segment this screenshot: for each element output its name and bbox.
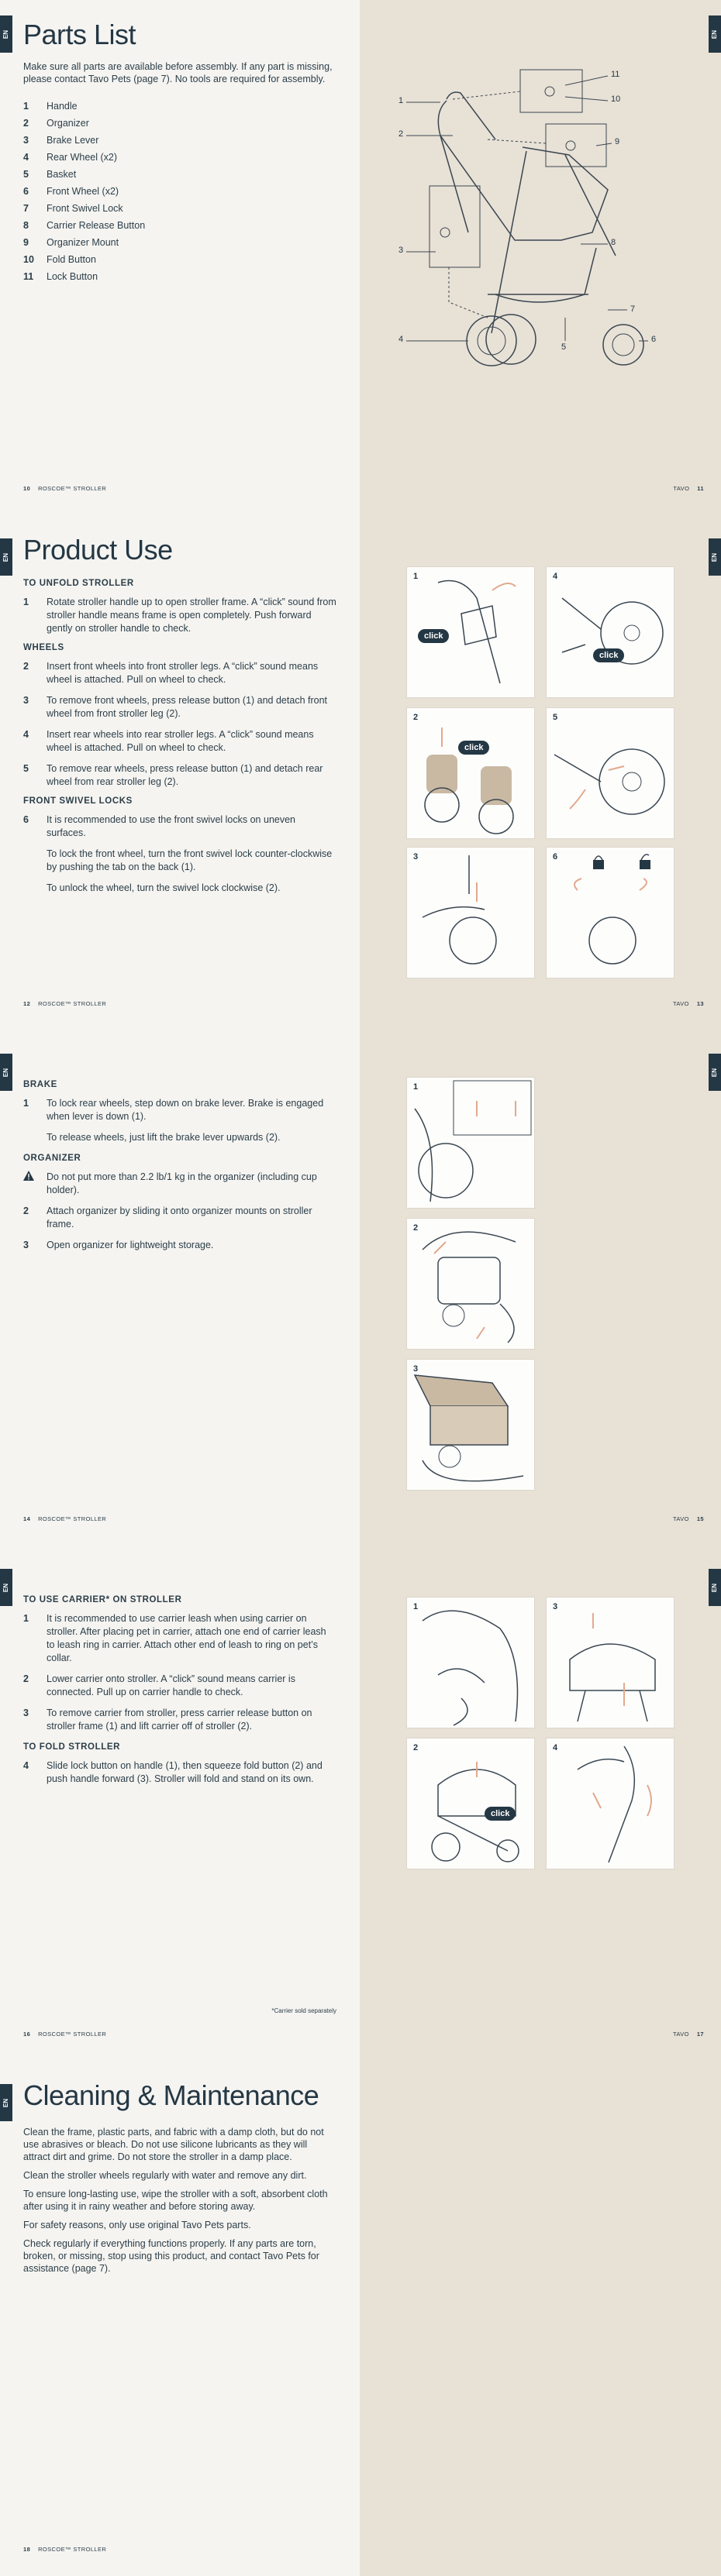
click-badge: click [485, 1807, 516, 1821]
illustration-panel: 3 [406, 1359, 535, 1491]
callout-9: 9 [615, 137, 620, 146]
intro-text: Make sure all parts are available before assembly. If any part is missing, please contact Tavo Pets (page 7). No tools are required for assembly. [23, 61, 333, 84]
callout-2: 2 [398, 129, 404, 139]
language-tab: EN [0, 1569, 12, 1606]
illustration-panel: 1 click [406, 566, 535, 698]
parts-list [23, 98, 336, 285]
page-footer: TAVO 11 [673, 485, 704, 492]
list-item: 8 Carrier Release Button [23, 220, 146, 231]
footnote: *Carrier sold separately [271, 2007, 336, 2014]
page-footer: 14 ROSCOE™ STROLLER [23, 1515, 107, 1522]
step-item: 6 It is recommended to use the front swivel locks on uneven surfaces. [23, 814, 295, 838]
callout-5: 5 [561, 342, 567, 352]
parts-list-spread [0, 0, 721, 515]
cleaning-spread [0, 2061, 721, 2576]
illustration-panel: 2 click [406, 1738, 535, 1869]
step-item: 3 To remove front wheels, press release button (1) and detach front wheel from front stroller leg (2). [23, 695, 327, 719]
step-item: 4 Slide lock button on handle (1), then squeeze fold button (2) and push handle forward (3). Stroller will fold and stand on its own. [23, 1760, 323, 1784]
illustration-panel: 3 [406, 847, 535, 978]
step-detail: To lock the front wheel, turn the front swivel lock counter-clockwise by pushing the tab on the back (1). [47, 848, 333, 872]
language-tab: EN [709, 538, 721, 576]
language-tab: EN [0, 2084, 12, 2121]
step-item: 3 To remove carrier from stroller, press carrier release button on stroller frame (1) and lift carrier off of stroller (2). [23, 1708, 312, 1732]
callout-7: 7 [630, 304, 636, 314]
brake-organizer-page [0, 1030, 360, 1546]
language-tab: EN [0, 1054, 12, 1091]
list-item: 11 Lock Button [23, 271, 98, 282]
section-heading: BRAKE [23, 1080, 57, 1089]
stroller-parts-diagram [360, 0, 721, 515]
callout-3: 3 [398, 246, 404, 255]
page-footer: 16 ROSCOE™ STROLLER [23, 2031, 107, 2038]
section-heading: FRONT SWIVEL LOCKS [23, 796, 133, 806]
paragraph: To ensure long-lasting use, wipe the stroller with a soft, absorbent cloth after using it in rainy weather and before storing away. [23, 2189, 328, 2212]
page-title: Cleaning & Maintenance [23, 2079, 319, 2111]
step-item: 4 Insert rear wheels into rear stroller legs. A “click” sound means wheel is attached. Pull on wheel to check. [23, 729, 314, 753]
step-item: 2 Attach organizer by sliding it onto organizer mounts on stroller frame. [23, 1205, 312, 1230]
page-footer: 10 ROSCOE™ STROLLER [23, 485, 107, 492]
step-item: 2 Lower carrier onto stroller. A “click” sound means carrier is connected. Pull up on carrier handle to check. [23, 1673, 295, 1697]
brake-organizer-illustrations [360, 1030, 721, 1546]
page-footer: TAVO 15 [672, 1515, 704, 1522]
callout-1: 1 [398, 96, 404, 105]
warning-icon [23, 1171, 34, 1181]
section-heading: TO USE CARRIER* ON STROLLER [23, 1595, 182, 1604]
click-badge: click [458, 741, 489, 755]
step-item: 3 Open organizer for lightweight storage. [23, 1240, 214, 1250]
list-item: 7 Front Swivel Lock [23, 203, 123, 214]
list-item: 9 Organizer Mount [23, 237, 119, 248]
list-item: 3 Brake Lever [23, 135, 99, 146]
click-badge: click [418, 629, 449, 643]
page-footer: 12 ROSCOE™ STROLLER [23, 1000, 107, 1007]
illustration-panel: 2 click [406, 707, 535, 839]
warning-item: Do not put more than 2.2 lb/1 kg in the organizer (including cup holder). [23, 1171, 336, 1197]
section-heading: TO UNFOLD STROLLER [23, 579, 134, 588]
illustration-panel: 3 [546, 1597, 674, 1728]
list-item: 1 Handle [23, 101, 78, 112]
callout-11: 11 [611, 70, 620, 79]
page-footer: 18 ROSCOE™ STROLLER [23, 2546, 107, 2553]
callout-4: 4 [398, 335, 404, 344]
step-item: 2 Insert front wheels into front stroller legs. A “click” sound means wheel is attached. Pull on wheel to check. [23, 661, 319, 685]
product-use-illustrations [360, 515, 721, 1030]
page-title: Product Use [23, 534, 173, 566]
paragraph: Check regularly if everything functions properly. If any parts are torn, broken, or missing, stop using this product, and contact Tavo Pets for assistance (page 7). [23, 2238, 319, 2274]
paragraph: Clean the stroller wheels regularly with water and remove any dirt. [23, 2170, 307, 2181]
page-title: Parts List [23, 19, 136, 50]
callout-10: 10 [611, 95, 621, 104]
illustration-panel: 4 click [546, 566, 674, 698]
illustration-panel: 4 [546, 1738, 674, 1869]
language-tab: EN [709, 15, 721, 53]
product-use-spread [0, 515, 721, 1030]
brake-organizer-spread [0, 1030, 721, 1546]
section-heading: TO FOLD STROLLER [23, 1742, 121, 1752]
list-item: 4 Rear Wheel (x2) [23, 152, 117, 163]
list-item: 10 Fold Button [23, 254, 96, 265]
illustration-panel: 1 [406, 1077, 535, 1209]
page-footer: TAVO 17 [672, 2031, 704, 2038]
list-item: 5 Basket [23, 169, 77, 180]
product-use-page [0, 515, 360, 1030]
callout-6: 6 [651, 335, 657, 344]
section-heading: WHEELS [23, 643, 64, 652]
list-item: 2 Organizer [23, 118, 89, 129]
illustration-panel: 5 [546, 707, 674, 839]
paragraph: For safety reasons, only use original Tavo Pets parts. [23, 2220, 251, 2230]
illustration-panel: 1 [406, 1597, 535, 1728]
language-tab: EN [709, 1054, 721, 1091]
step-detail: To release wheels, just lift the brake lever upwards (2). [47, 1132, 281, 1143]
page-footer: TAVO 13 [672, 1000, 704, 1007]
language-tab: EN [0, 15, 12, 53]
parts-diagram-page [360, 0, 721, 515]
illustration-panel: 6 [546, 847, 674, 978]
section-heading: ORGANIZER [23, 1154, 81, 1163]
click-badge: click [593, 648, 624, 662]
step-item: 1 It is recommended to use carrier leash when using carrier on stroller. After placing pet in carrier, attach one end of carrier leash to leash ring in carrier. Attach other end of leash to ring on pet’s collar. [23, 1613, 326, 1663]
illustration-panel: 2 [406, 1218, 535, 1350]
cleaning-blank-page [360, 2061, 721, 2576]
step-item: 1 Rotate stroller handle up to open stroller frame. A “click” sound from stroller handle means frame is open completely. Push forward gently on stroller handle to check. [23, 597, 336, 634]
language-tab: EN [0, 538, 12, 576]
carrier-fold-page [0, 1546, 360, 2061]
list-item: 6 Front Wheel (x2) [23, 186, 119, 197]
carrier-fold-spread [0, 1546, 721, 2061]
parts-list-page [0, 0, 360, 515]
callout-8: 8 [611, 238, 616, 247]
carrier-fold-illustrations [360, 1546, 721, 2061]
step-detail: To unlock the wheel, turn the swivel lock clockwise (2). [47, 882, 281, 893]
paragraph: Clean the frame, plastic parts, and fabric with a damp cloth, but do not use abrasives or bleach. Do not use silicone lubricants as they will attract dirt and grime. Do not store the stroller in a damp place. [23, 2127, 324, 2162]
cleaning-page [0, 2061, 360, 2576]
language-tab: EN [709, 1569, 721, 1606]
step-item: 1 To lock rear wheels, step down on brake lever. Brake is engaged when lever is down (1). [23, 1098, 324, 1122]
step-item: 5 To remove rear wheels, press release button (1) and detach rear wheel from rear stroller leg (2). [23, 763, 323, 787]
